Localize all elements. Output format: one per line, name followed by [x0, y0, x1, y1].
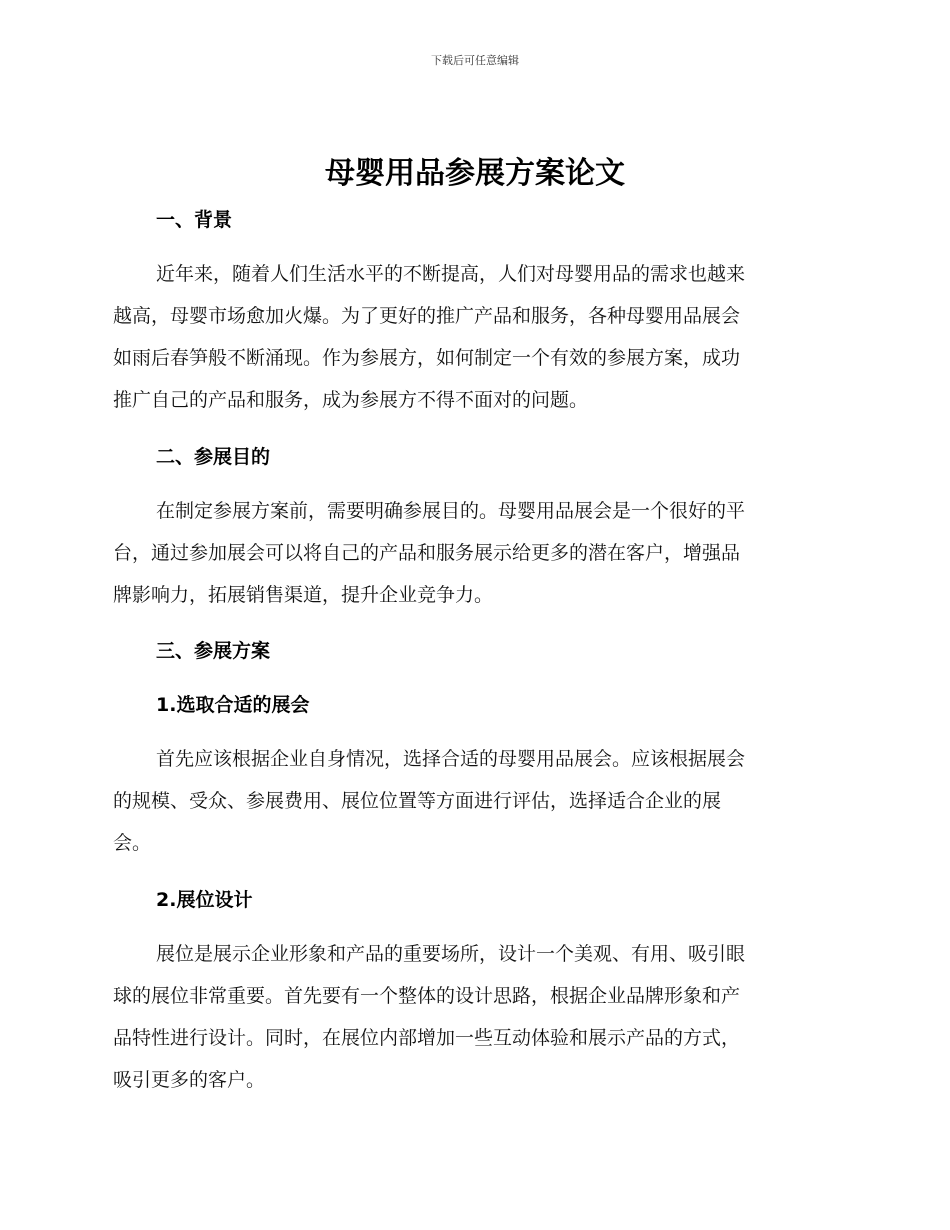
paragraph-background [113, 253, 831, 421]
paragraph-line: 球的展位非常重要。首先要有一个整体的设计思路，根据企业品牌形象和产 [113, 985, 741, 1007]
paragraph-choose-expo [113, 738, 831, 864]
paragraph-line: 越高，母婴市场愈加火爆。为了更好的推广产品和服务，各种母婴用品展会 [113, 305, 741, 327]
section-heading-plan: 三、参展方案 [156, 640, 271, 662]
paragraph-booth-design [113, 933, 831, 1101]
paragraph-line: 会。 [113, 832, 152, 854]
section-heading-purpose: 二、参展目的 [156, 446, 271, 468]
header-note: 下载后可任意编辑 [431, 54, 519, 67]
subsection-heading-choose-expo: 1.选取合适的展会 [156, 694, 310, 716]
paragraph-line: 吸引更多的客户。 [113, 1069, 266, 1091]
paragraph-line: 近年来，随着人们生活水平的不断提高，人们对母婴用品的需求也越来 [156, 263, 746, 285]
section-heading-background: 一、背景 [156, 209, 233, 231]
subsection-heading-booth-design: 2.展位设计 [156, 889, 253, 911]
paragraph-line: 台，通过参加展会可以将自己的产品和服务展示给更多的潜在客户，增强品 [113, 542, 741, 564]
paragraph-line: 在制定参展方案前，需要明确参展目的。母婴用品展会是一个很好的平 [156, 500, 746, 522]
paragraph-line: 品特性进行设计。同时，在展位内部增加一些互动体验和展示产品的方式， [113, 1027, 741, 1049]
paragraph-line: 如雨后春笋般不断涌现。作为参展方，如何制定一个有效的参展方案，成功 [113, 347, 741, 369]
paragraph-line: 首先应该根据企业自身情况，选择合适的母婴用品展会。应该根据展会 [156, 748, 746, 770]
paragraph-line: 展位是展示企业形象和产品的重要场所，设计一个美观、有用、吸引眼 [156, 943, 746, 965]
paragraph-line: 推广自己的产品和服务，成为参展方不得不面对的问题。 [113, 389, 589, 411]
paragraph-line: 牌影响力，拓展销售渠道，提升企业竞争力。 [113, 584, 494, 606]
document-title: 母婴用品参展方案论文 [325, 156, 625, 191]
paragraph-line: 的规模、受众、参展费用、展位位置等方面进行评估，选择适合企业的展 [113, 790, 722, 812]
paragraph-purpose [113, 490, 831, 616]
